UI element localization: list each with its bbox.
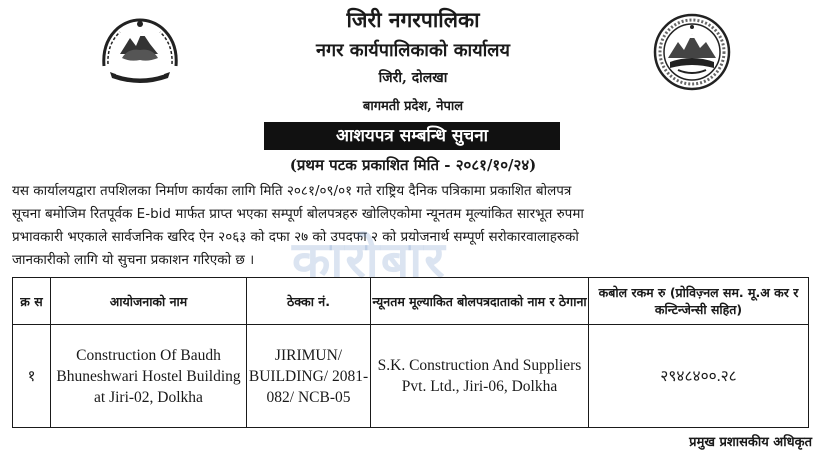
col-header-amount: कबोल रकम रु (प्रोविज़्नल सम. मू.अ कर र कन्टिन्जेन्सी सहित) — [589, 278, 809, 325]
signatory-title: प्रमुख प्रशासकीय अधिकृत — [689, 435, 812, 450]
notice-body-line: प्रभावकारी भएकाले सार्वजनिक खरिद ऐन २०६३ को दफा २७ को उपदफा २ को प्रयोजनार्थ सम्पूर्ण सरोकारवालाहरुको — [12, 229, 579, 245]
notice-body-line: जानकारीको लागि यो सुचना प्रकाशन गरिएको छ । — [12, 252, 255, 268]
cell-contract-no: JIRIMUN/ BUILDING/ 2081-082/ NCB-05 — [247, 325, 371, 428]
site-watermark: कारोबार — [292, 231, 447, 289]
office-province: बागमती प्रदेश, नेपाल — [362, 99, 464, 114]
cell-bidder: S.K. Construction And Suppliers Pvt. Ltd., Jiri-06, Dolkha — [371, 325, 589, 428]
notice-title-banner: आशयपत्र सम्बन्धि सुचना — [264, 122, 560, 150]
notice-body-line: सूचना बमोजिम रितपूर्वक E-bid मार्फत प्राप्त भएका सम्पूर्ण बोलपत्रहरु खोलिएकोमा न्यूनतम मूल्यांकित सारभूत रुपमा — [12, 206, 584, 222]
bid-results-table — [12, 277, 809, 428]
publication-date: (प्रथम पटक प्रकाशित मिति - २०८१/१०/२४) — [289, 156, 537, 174]
table-row — [13, 325, 809, 428]
col-header-bidder: न्यूनतम मूल्याकित बोलपत्रदाताको नाम र ठेगाना — [371, 278, 589, 325]
cell-serial: १ — [13, 325, 51, 428]
office-location: जिरी, दोलखा — [378, 70, 448, 86]
col-header-contract-no: ठेक्का नं. — [247, 278, 371, 325]
col-header-serial: क्र स — [13, 278, 51, 325]
cell-project: Construction Of Baudh Bhuneshwari Hostel Building at Jiri-02, Dolkha — [51, 325, 247, 428]
notice-body-line: यस कार्यालयद्वारा तपशिलका निर्माण कार्यका लागि मिति २०८१/०९/०१ गते राष्ट्रिय दैनिक पत्रिकामा प्रकाशित बोलपत्र — [12, 183, 572, 199]
col-header-project: आयोजनाको नाम — [51, 278, 247, 325]
municipality-name: जिरी नगरपालिका — [346, 7, 480, 32]
table-header-row — [13, 278, 809, 325]
office-name: नगर कार्यपालिकाको कार्यालय — [316, 40, 510, 61]
cell-amount: २९४८४००.२८ — [589, 325, 809, 428]
